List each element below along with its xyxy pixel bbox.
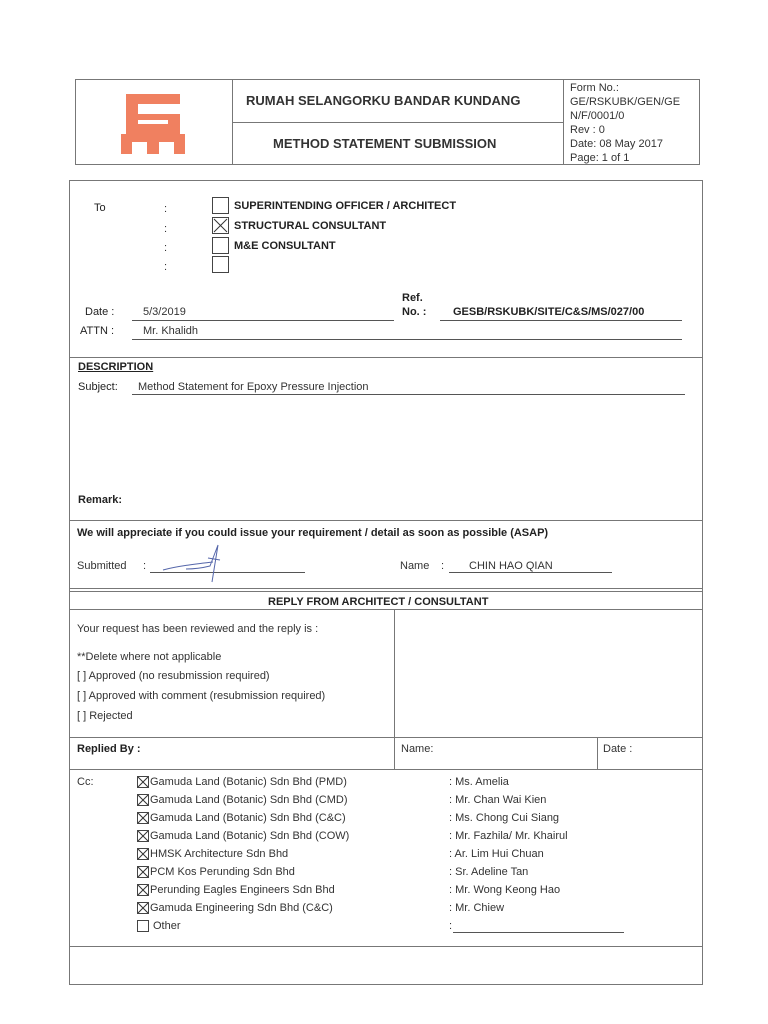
date-label: Date : — [85, 306, 115, 318]
cc-person: : Ms. Amelia — [449, 776, 509, 788]
name-label: Name — [400, 560, 430, 572]
date-column-divider — [597, 737, 598, 769]
form-number-block — [570, 81, 698, 165]
cc-person: : Mr. Chan Wai Kien — [449, 794, 547, 806]
cc-checkbox[interactable] — [137, 794, 149, 806]
remark-label: Remark: — [78, 494, 123, 506]
cc-company: Gamuda Land (Botanic) Sdn Bhd (CMD) — [150, 794, 348, 806]
cc-person: : Mr. Fazhila/ Mr. Khairul — [449, 830, 568, 842]
replied-by-label: Replied By : — [77, 743, 141, 755]
form-no-line: GE/RSKUBK/GEN/GE — [570, 96, 681, 108]
recipient-checkbox-structural[interactable] — [212, 217, 229, 234]
cc-label: Cc: — [77, 776, 94, 788]
reply-column-divider — [394, 609, 395, 769]
name-colon: : — [441, 560, 445, 572]
recipient-label: M&E CONSULTANT — [234, 240, 336, 252]
reply-option-approved-with-comment[interactable]: [ ] Approved with comment (resubmission required) — [77, 690, 326, 702]
company-logo — [118, 90, 188, 156]
cc-person-other: : — [449, 920, 453, 932]
delete-note: **Delete where not applicable — [77, 651, 222, 663]
recipient-checkbox-so-architect[interactable] — [212, 197, 229, 214]
attn-underline — [132, 339, 682, 340]
to-colon: : — [164, 261, 168, 273]
appreciate-text: We will appreciate if you could issue your requirement / detail as soon as possible (ASAP) — [77, 527, 549, 539]
section-divider — [69, 520, 703, 521]
recipient-label: STRUCTURAL CONSULTANT — [234, 220, 387, 232]
checked-x-icon — [138, 849, 148, 859]
replied-name-label: Name: — [401, 743, 434, 755]
cc-checkbox[interactable] — [137, 902, 149, 914]
reply-option-approved[interactable]: [ ] Approved (no resubmission required) — [77, 670, 270, 682]
cc-person: : Mr. Chiew — [449, 902, 505, 914]
ref-label: Ref. — [402, 292, 423, 304]
description-heading: DESCRIPTION — [78, 361, 154, 373]
cc-company: PCM Kos Perunding Sdn Bhd — [150, 866, 295, 878]
signature — [158, 540, 238, 585]
cc-checkbox[interactable] — [137, 848, 149, 860]
name-underline — [449, 572, 612, 573]
to-label: To — [94, 202, 106, 214]
header-divider-right — [563, 79, 564, 165]
to-colon: : — [164, 223, 168, 235]
checked-x-icon — [138, 795, 148, 805]
cc-person: : Ar. Lim Hui Chuan — [449, 848, 544, 860]
form-page-line: Page: 1 of 1 — [570, 152, 630, 164]
section-divider — [69, 769, 703, 770]
company-name: RUMAH SELANGORKU BANDAR KUNDANG — [246, 93, 521, 108]
subject-label: Subject: — [78, 381, 118, 393]
recipient-checkbox-me[interactable] — [212, 237, 229, 254]
subject-value[interactable]: Method Statement for Epoxy Pressure Injection — [138, 381, 369, 393]
cc-company: Gamuda Land (Botanic) Sdn Bhd (C&C) — [150, 812, 346, 824]
cc-company: Gamuda Land (Botanic) Sdn Bhd (COW) — [150, 830, 350, 842]
other-underline — [453, 932, 624, 933]
cc-checkbox[interactable] — [137, 776, 149, 788]
section-divider — [69, 588, 703, 589]
date-value[interactable]: 5/3/2019 — [143, 306, 186, 318]
form-title: METHOD STATEMENT SUBMISSION — [273, 136, 497, 151]
cc-person: : Mr. Wong Keong Hao — [449, 884, 561, 896]
checked-x-icon — [138, 885, 148, 895]
submitted-label: Submitted — [77, 560, 127, 572]
reviewed-text: Your request has been reviewed and the reply is : — [77, 623, 319, 635]
recipient-label: SUPERINTENDING OFFICER / ARCHITECT — [234, 200, 457, 212]
header-divider-middle — [232, 122, 563, 123]
date-underline — [132, 320, 394, 321]
cc-person: : Sr. Adeline Tan — [449, 866, 529, 878]
checked-x-icon — [138, 867, 148, 877]
cc-checkbox[interactable] — [137, 830, 149, 842]
attn-value[interactable]: Mr. Khalidh — [143, 325, 199, 337]
form-rev-line: Rev : 0 — [570, 124, 605, 136]
checked-x-icon — [138, 813, 148, 823]
section-divider — [69, 946, 703, 947]
submitted-colon: : — [143, 560, 147, 572]
section-divider — [69, 591, 703, 592]
cc-company-other: Other — [153, 920, 181, 932]
cc-checkbox[interactable] — [137, 812, 149, 824]
reply-heading: REPLY FROM ARCHITECT / CONSULTANT — [268, 596, 489, 608]
cc-person: : Ms. Chong Cui Siang — [449, 812, 560, 824]
ref-value[interactable]: GESB/RSKUBK/SITE/C&S/MS/027/00 — [453, 306, 645, 318]
ref-underline — [440, 320, 682, 321]
checked-x-icon — [138, 831, 148, 841]
to-colon: : — [164, 242, 168, 254]
replied-date-label: Date : — [603, 743, 633, 755]
checked-x-icon — [138, 903, 148, 913]
cc-checkbox-other[interactable] — [137, 920, 149, 932]
form-date-line: Date: 08 May 2017 — [570, 138, 663, 150]
cc-checkbox[interactable] — [137, 866, 149, 878]
section-divider — [69, 737, 703, 738]
recipient-checkbox-blank[interactable] — [212, 256, 229, 273]
ref-no-label: No. : — [402, 306, 427, 318]
form-no-line: Form No.: — [570, 82, 619, 94]
cc-company: HMSK Architecture Sdn Bhd — [150, 848, 289, 860]
reply-option-rejected[interactable]: [ ] Rejected — [77, 710, 133, 722]
name-value[interactable]: CHIN HAO QIAN — [469, 560, 553, 572]
checked-x-icon — [213, 218, 228, 233]
section-divider — [69, 609, 703, 610]
cc-company: Perunding Eagles Engineers Sdn Bhd — [150, 884, 335, 896]
cc-company: Gamuda Engineering Sdn Bhd (C&C) — [150, 902, 333, 914]
checked-x-icon — [138, 777, 148, 787]
form-no-line: N/F/0001/0 — [570, 110, 625, 122]
subject-underline — [132, 394, 685, 395]
section-divider — [69, 357, 703, 358]
cc-company: Gamuda Land (Botanic) Sdn Bhd (PMD) — [150, 776, 347, 788]
attn-label: ATTN : — [80, 325, 115, 337]
to-colon: : — [164, 203, 168, 215]
cc-checkbox[interactable] — [137, 884, 149, 896]
